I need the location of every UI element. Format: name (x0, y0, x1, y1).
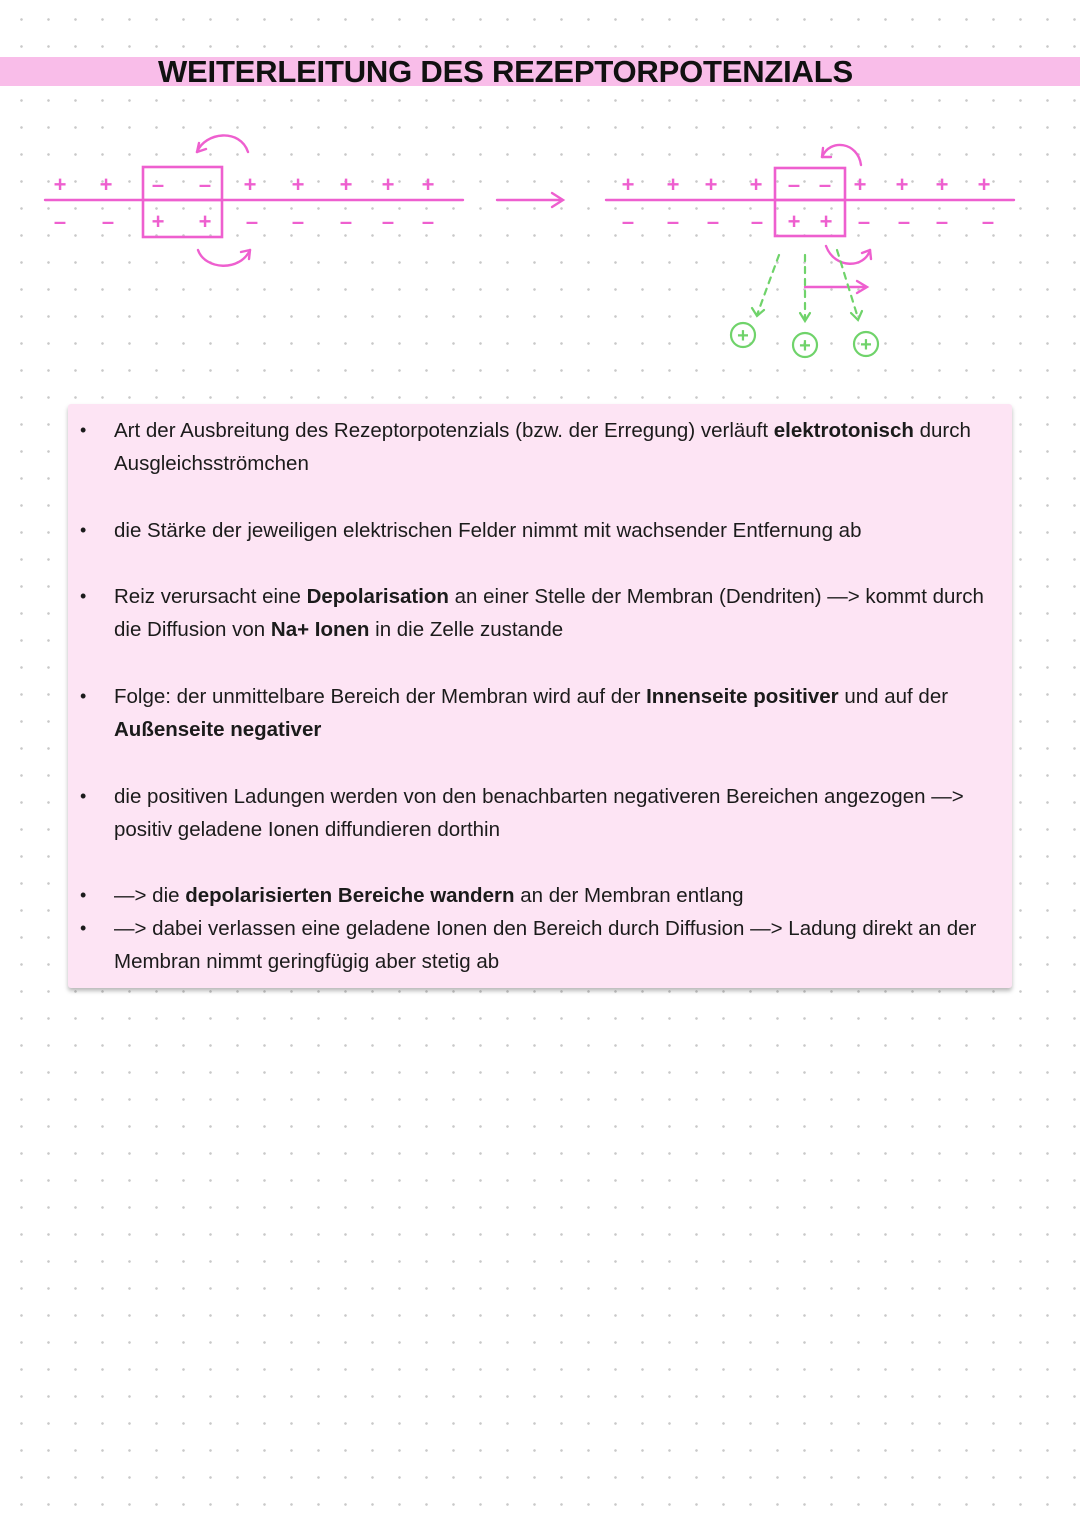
svg-text:+: + (860, 334, 872, 356)
bullet-icon: • (80, 520, 87, 540)
positive-charge: + (198, 209, 212, 234)
positive-charge: + (151, 209, 165, 234)
negative-charge: – (818, 172, 832, 197)
list-item (80, 414, 1004, 480)
ion-flow (757, 250, 858, 320)
bullet-icon: • (80, 918, 87, 938)
cation-markers (731, 323, 878, 357)
negative-charge: – (706, 209, 720, 234)
negative-charge: – (339, 209, 353, 234)
cation-icon (731, 323, 755, 347)
bullet-icon: • (80, 885, 87, 905)
negative-charge: – (621, 209, 635, 234)
bullet-text: Art der Ausbreitung des Rezeptorpotenzials (bzw. der Erregung) verläuft elektrotonisch durch Ausgleichsströmchen (114, 419, 971, 475)
negative-charge: – (53, 209, 67, 234)
positive-charge: + (787, 209, 801, 234)
bullet-icon: • (80, 586, 87, 606)
svg-text:+: + (799, 335, 811, 357)
negative-charge: – (101, 209, 115, 234)
bullet-text: Folge: der unmittelbare Bereich der Membran wird auf der Innenseite positiver und auf der Außenseite negativer (114, 685, 949, 741)
positive-charge: + (381, 172, 395, 197)
page-title: WEITERLEITUNG DES REZEPTORPOTENZIALS (158, 54, 853, 89)
negative-charge: – (151, 172, 165, 197)
positive-charge: + (819, 209, 833, 234)
positive-charge: + (621, 172, 635, 197)
positive-charge: + (291, 172, 305, 197)
svg-text:+: + (737, 325, 749, 347)
negative-charge: – (857, 209, 871, 234)
positive-charge: + (243, 172, 257, 197)
negative-charge: – (291, 209, 305, 234)
bullet-text: Reiz verursacht eine Depolarisation an einer Stelle der Membran (Dendriten) —> kommt durch die Diffusion von Na+ Ionen in die Zelle zustande (114, 585, 984, 641)
positive-charge: + (935, 172, 949, 197)
negative-charge: – (198, 172, 212, 197)
positive-charge: + (853, 172, 867, 197)
positive-charge: + (749, 172, 763, 197)
bullet-icon: • (80, 786, 87, 806)
cation-icon (854, 332, 878, 356)
membrane-charges (54, 172, 995, 234)
bullet-icon: • (80, 686, 87, 706)
negative-charge: – (421, 209, 435, 234)
negative-charge: – (381, 209, 395, 234)
bullet-text: —> dabei verlassen eine geladene Ionen den Bereich durch Diffusion —> Ladung direkt an der Membran nimmt geringfügig aber stetig ab (114, 917, 977, 973)
membrane-diagram (0, 110, 1080, 380)
positive-charge: + (99, 172, 113, 197)
positive-charge: + (421, 172, 435, 197)
negative-charge: – (981, 209, 995, 234)
notes-card (68, 404, 1012, 988)
list-item (80, 680, 1004, 746)
cation-icon (793, 333, 817, 357)
list-item (80, 912, 1004, 978)
positive-charge: + (53, 172, 67, 197)
bullet-text: —> die depolarisierten Bereiche wandern an der Membran entlang (114, 884, 744, 907)
negative-charge: – (245, 209, 259, 234)
bullet-text: die positiven Ladungen werden von den benachbarten negativeren Bereichen angezogen —> positiv geladene Ionen diffundieren dorthin (114, 785, 964, 841)
positive-charge: + (895, 172, 909, 197)
membrane-left (45, 135, 463, 265)
list-item (80, 514, 1004, 547)
positive-charge: + (977, 172, 991, 197)
list-item (80, 780, 1004, 846)
positive-charge: + (704, 172, 718, 197)
bullet-icon: • (80, 420, 87, 440)
transition-arrow (497, 193, 563, 207)
bullet-text: die Stärke der jeweiligen elektrischen Felder nimmt mit wachsender Entfernung ab (114, 519, 862, 542)
list-item (80, 580, 1004, 646)
negative-charge: – (750, 209, 764, 234)
negative-charge: – (897, 209, 911, 234)
negative-charge: – (787, 172, 801, 197)
positive-charge: + (339, 172, 353, 197)
negative-charge: – (666, 209, 680, 234)
negative-charge: – (935, 209, 949, 234)
list-item (80, 879, 1004, 912)
positive-charge: + (666, 172, 680, 197)
ion-flow-heads (752, 308, 862, 321)
